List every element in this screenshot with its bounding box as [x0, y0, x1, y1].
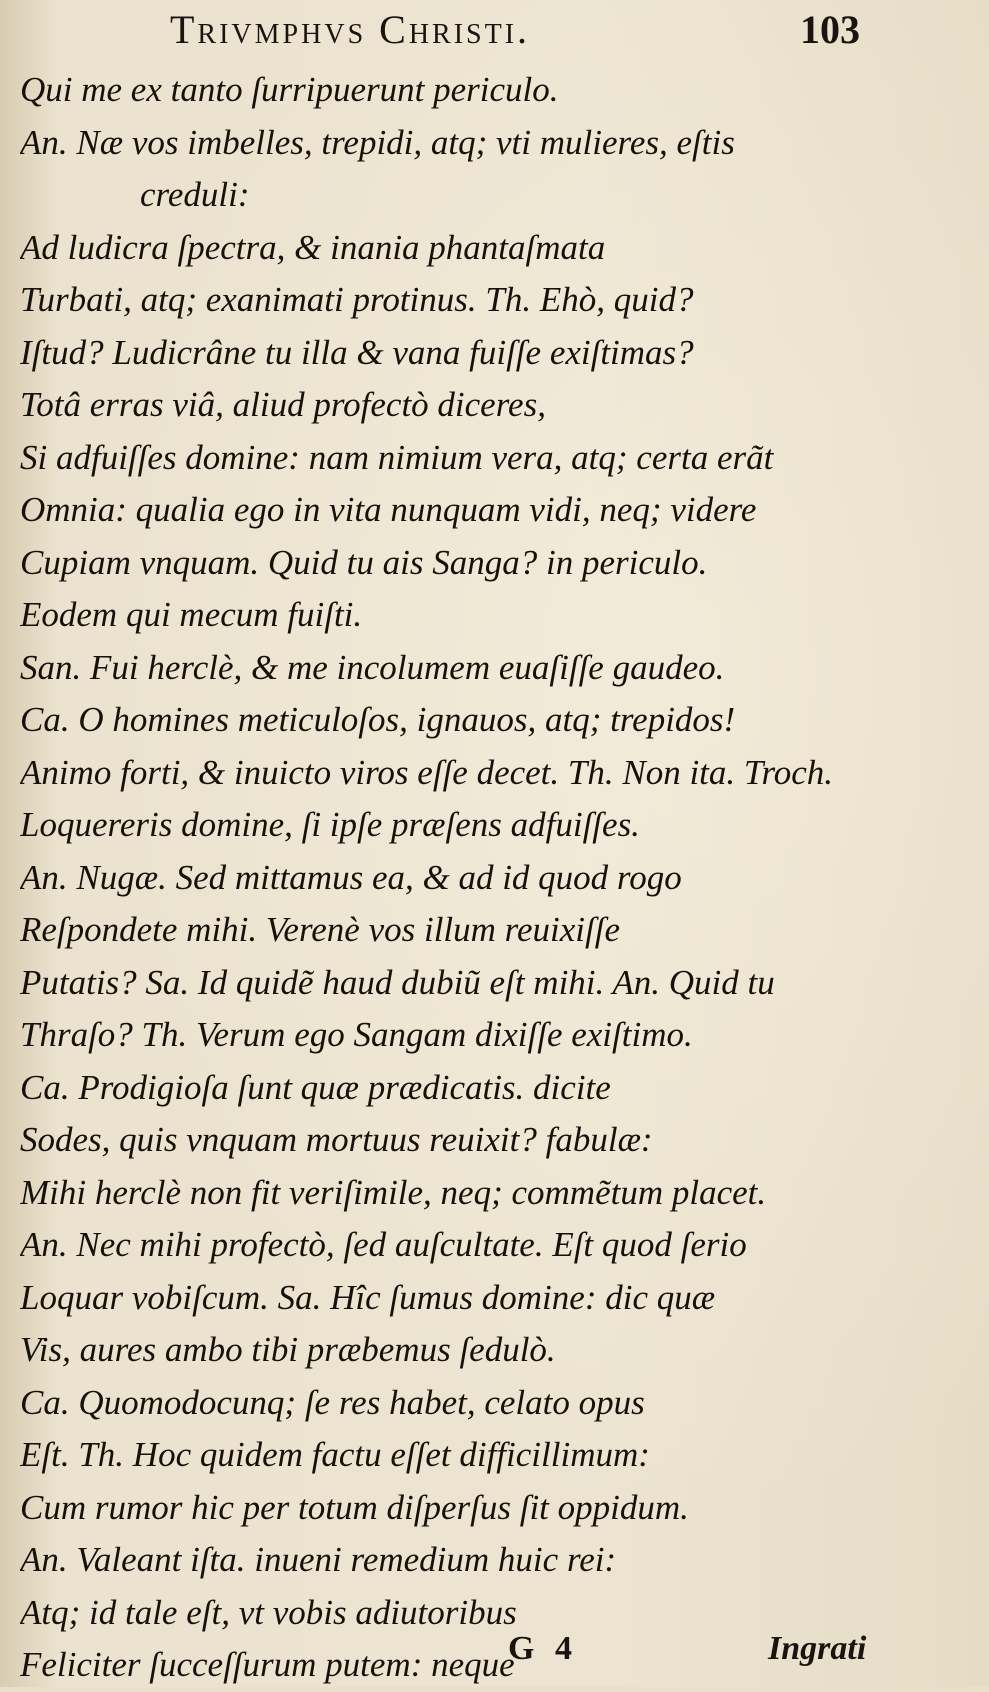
text-line: Ad ludicra ſpectra, & inania phantaſmata [20, 227, 606, 267]
text-line: Ca. Quomodocunq; ſe res habet, celato opus [20, 1382, 645, 1422]
text-line: Thraſo? Th. Verum ego Sangam dixiſſe exiſtimo. [20, 1015, 693, 1054]
text-line: Totâ erras viâ, aliud profectò diceres, [20, 385, 546, 424]
text-line: An. Nec mihi profectò, ſed auſcultate. Eſt quod ſerio [20, 1225, 747, 1264]
catchword: Ingrati [768, 1630, 867, 1667]
text-line: Omnia: qualia ego in vita nunquam vidi, neq; videre [20, 490, 757, 529]
text-line: Mihi herclè non fit veriſimile, neq; commẽtum placet. [20, 1172, 767, 1212]
page-number: 103 [800, 7, 860, 52]
text-line: Loquar vobiſcum. Sa. Hîc ſumus domine: dic quæ [20, 1277, 716, 1317]
text-line: Vis, aures ambo tibi præbemus ſedulò. [20, 1330, 556, 1369]
running-title: Trivmphvs Christi. [170, 7, 531, 52]
text-line: Eodem qui mecum fuiſti. [20, 595, 363, 634]
text-line: Cum rumor hic per totum diſperſus ſit oppidum. [20, 1487, 689, 1527]
text-line: San. Fui herclè, & me incolumem euaſiſſe gaudeo. [20, 647, 725, 687]
text-line: Turbati, atq; exanimati protinus. Th. Ehò, quid? [20, 280, 694, 319]
text-line: Putatis? Sa. Id quidẽ haud dubiũ eſt mihi. An. Quid tu [20, 962, 775, 1002]
text-line: Ca. Prodigioſa ſunt quæ prædicatis. dicite [20, 1067, 611, 1107]
text-line: An. Nugæ. Sed mittamus ea, & ad id quod rogo [20, 857, 682, 897]
text-line: Ca. O homines meticuloſos, ignauos, atq; trepidos! [20, 700, 736, 739]
text-line: Si adfuiſſes domine: nam nimium vera, atq; certa erãt [20, 437, 774, 477]
text-line: Feliciter ſucceſſurum putem: neque [20, 1645, 515, 1684]
text-line: Sodes, quis vnquam mortuus reuixit? fabulæ: [20, 1120, 653, 1159]
text-line: creduli: [140, 175, 250, 214]
signature-mark: G 4 [508, 1630, 578, 1667]
text-line: Animo forti, & inuicto viros eſſe decet. Th. Non ita. Troch. [20, 752, 834, 792]
text-line: Cupiam vnquam. Quid tu ais Sanga? in periculo. [20, 542, 708, 582]
text-line: Qui me ex tanto ſurripuerunt periculo. [20, 70, 559, 109]
text-block [20, 64, 970, 1692]
text-line: Loquereris domine, ſi ipſe præſens adfuiſſes. [20, 805, 640, 844]
running-header [160, 6, 940, 50]
text-line: Atq; id tale eſt, vt vobis adiutoribus [20, 1592, 517, 1632]
text-line: Eſt. Th. Hoc quidem factu eſſet difficillimum: [20, 1435, 650, 1474]
text-line: Iſtud? Ludicrâne tu illa & vana fuiſſe exiſtimas? [20, 332, 694, 372]
text-line: An. Næ vos imbelles, trepidi, atq; vti mulieres, eſtis [20, 122, 735, 162]
text-line: An. Valeant iſta. inueni remedium huic rei: [20, 1540, 617, 1579]
text-line: Reſpondete mihi. Verenè vos illum reuixiſſe [20, 910, 621, 949]
page-footer [0, 1630, 989, 1680]
